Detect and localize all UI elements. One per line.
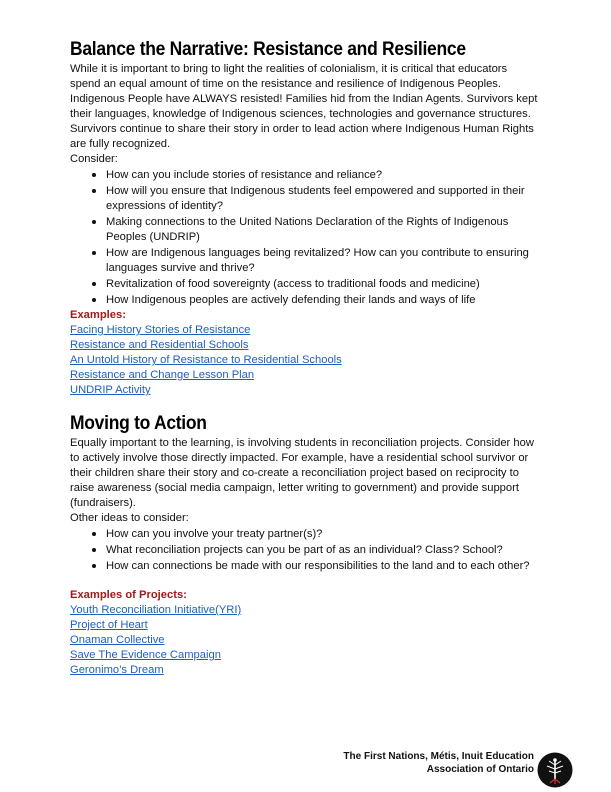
ideas-list <box>70 526 540 574</box>
section2-paragraph: Equally important to the learning, is involving students in reconciliation projects. Consider how to actively involve those directly impacted. For example, have a residential school survivor or their children share their story and co-create a reconciliation project based on reciprocity to raise awareness (social media campaign, letter writing to government) and provide support (fundraisers). <box>70 437 534 509</box>
link-facing-history[interactable]: Facing History Stories of Resistance <box>70 324 251 336</box>
link-geronimos-dream[interactable]: Geronimo’s Dream <box>70 664 164 676</box>
page-content <box>70 38 540 678</box>
list-item: • How can connections be made with our responsibilities to the land and to each other? <box>106 558 540 574</box>
link-resistance-residential-schools[interactable]: Resistance and Residential Schools <box>70 339 249 351</box>
list-item: • How Indigenous peoples are actively defending their lands and ways of life <box>106 292 540 308</box>
list-item: • How can you involve your treaty partner(s)? <box>106 526 540 542</box>
link-save-the-evidence[interactable]: Save The Evidence Campaign <box>70 649 221 661</box>
link-undrip-activity[interactable]: UNDRIP Activity <box>70 384 151 396</box>
list-item: • How will you ensure that Indigenous students feel empowered and supported in their expressions of identity? <box>106 183 540 214</box>
link-onaman-collective[interactable]: Onaman Collective <box>70 634 165 646</box>
link-lesson-plan[interactable]: Resistance and Change Lesson Plan <box>70 369 255 381</box>
consider-list <box>70 167 540 308</box>
link-untold-history[interactable]: An Untold History of Resistance to Residential Schools <box>70 354 342 366</box>
list-item: • How can you include stories of resistance and reliance? <box>106 167 540 183</box>
section-moving-to-action <box>70 412 540 678</box>
section-title-balance: Balance the Narrative: Resistance and Resilience <box>70 39 466 60</box>
examples-label: Examples: <box>70 309 126 321</box>
footer-line-2: Association of Ontario <box>426 764 534 775</box>
section-intro-paragraph: While it is important to bring to light the realities of colonialism, it is critical that educators spend an equal amount of time on the resistance and resilience of Indigenous Peoples. Indigenous People have ALWAYS resisted! Families hid from the Indian Agents. Survivors kept their languages, knowledge of Indigenous sciences, technologies and governance structures. Survivors continue to share their story in order to lead action where Indigenous Human Rights are fully recognized. <box>70 63 538 150</box>
other-ideas-label: Other ideas to consider: <box>70 512 189 524</box>
list-item: • Making connections to the United Nations Declaration of the Rights of Indigenous Peoples (UNDRIP) <box>106 214 540 245</box>
list-item: • What reconciliation projects can you be part of as an individual? Class? School? <box>106 542 540 558</box>
tree-of-life-logo-icon <box>537 752 573 788</box>
examples-projects-label: Examples of Projects: <box>70 589 187 601</box>
footer-line-1: The First Nations, Métis, Inuit Education <box>343 751 534 762</box>
link-project-of-heart[interactable]: Project of Heart <box>70 619 148 631</box>
consider-label: Consider: <box>70 153 118 165</box>
section-title-moving: Moving to Action <box>70 413 207 434</box>
list-item: • Revitalization of food sovereignty (access to traditional foods and medicine) <box>106 276 540 292</box>
footer-organization <box>300 750 534 776</box>
list-item: • How are Indigenous languages being revitalized? How can you contribute to ensuring languages survive and thrive? <box>106 245 540 276</box>
link-yri[interactable]: Youth Reconciliation Initiative(YRI) <box>70 604 242 616</box>
